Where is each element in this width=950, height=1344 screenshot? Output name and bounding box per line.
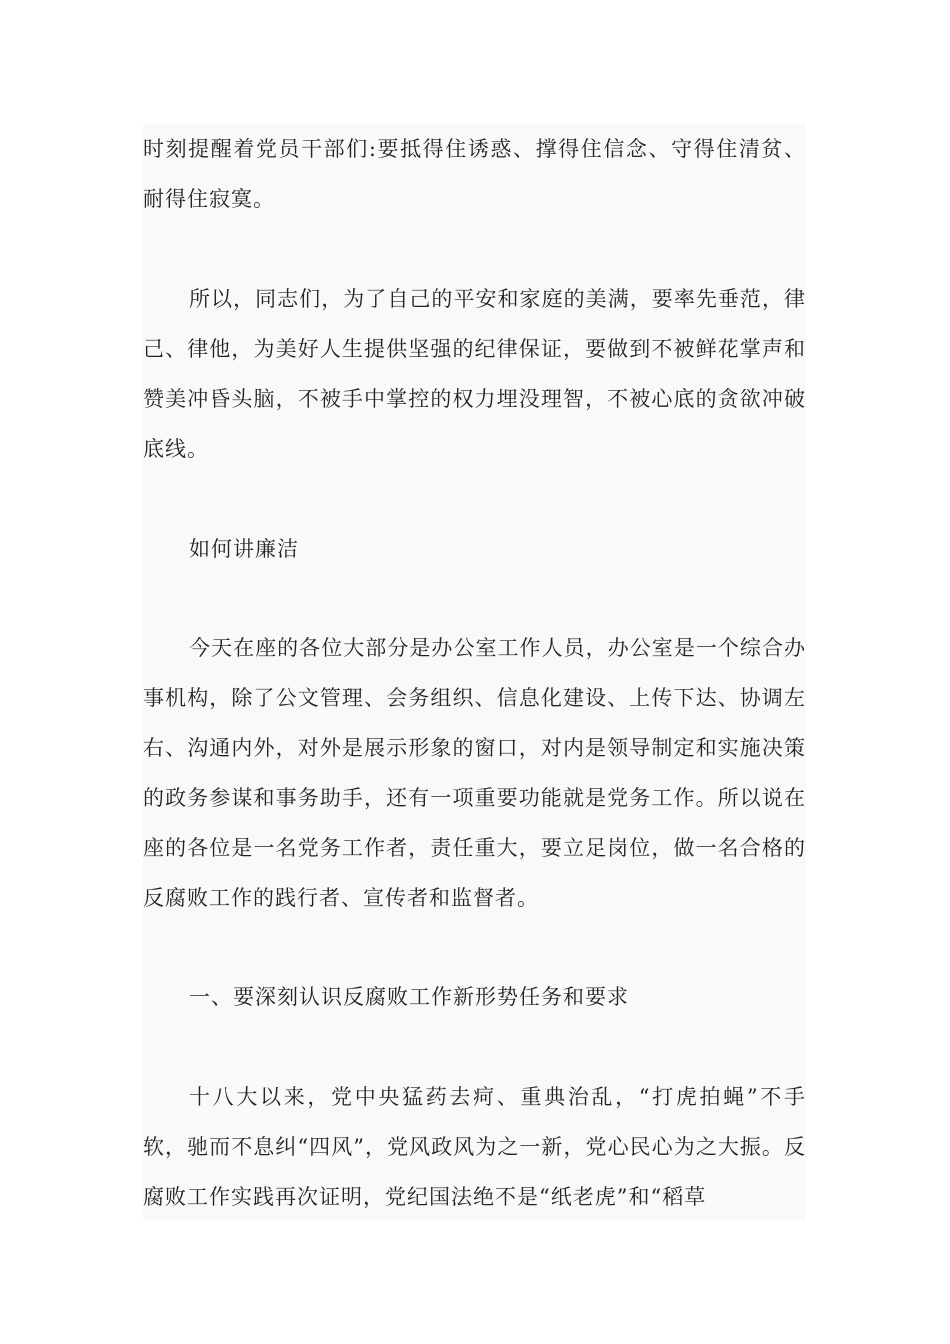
section-heading-one bbox=[143, 972, 806, 1022]
heading-text: 如何讲廉洁 bbox=[189, 537, 299, 561]
paragraph-text: 今天在座的各位大部分是办公室工作人员，办公室是一个综合办事机构，除了公文管理、会务组织、信息化建设、上传下达、协调左右、沟通内外，对外是展示形象的窗口，对内是领导制定和实施决策的政务参谋和事务助手，还有一项重要功能就是党务工作。所以说在座的各位是一名党务工作者，责任重大，要立足岗位，做一名合格的反腐败工作的践行者、宣传者和监督者。 bbox=[143, 636, 806, 910]
paragraph-text: 十八大以来，党中央猛药去疴、重典治乱，“打虎拍蝇”不手软，驰而不息纠“四风”，党风政风为之一新，党心民心为之大振。反腐败工作实践再次证明，党纪国法绝不是“纸老虎”和“稻草 bbox=[143, 1085, 806, 1209]
paragraph-text: 所以，同志们，为了自己的平安和家庭的美满，要率先垂范，律己、律他，为美好人生提供坚强的纪律保证，要做到不被鲜花掌声和赞美冲昏头脑，不被手中掌控的权力埋没理智，不被心底的贪欲冲破底线。 bbox=[143, 287, 806, 461]
paragraph-text: 时刻提醒着党员干部们:要抵得住诱惑、撑得住信念、守得住清贫、耐得住寂寞。 bbox=[143, 137, 806, 211]
paragraph-eighteenth-congress bbox=[143, 1072, 806, 1222]
paragraph-office-staff bbox=[143, 623, 806, 923]
paragraph-comrades bbox=[143, 274, 806, 474]
heading-text: 一、要深刻认识反腐败工作新形势任务和要求 bbox=[189, 985, 629, 1009]
section-heading-integrity bbox=[143, 524, 806, 574]
paragraph-reminder bbox=[143, 124, 806, 224]
